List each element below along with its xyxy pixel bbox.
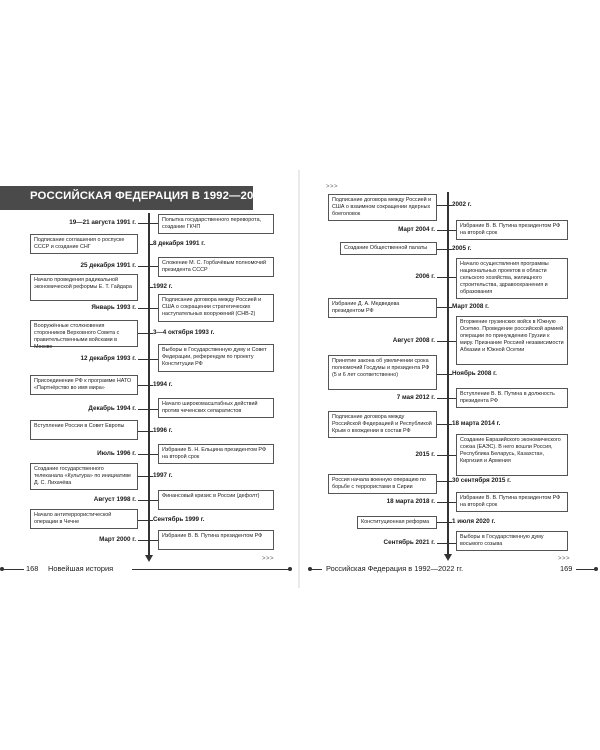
date-label: 19—21 августа 1991 г. [69, 219, 136, 226]
event-box: Принятие закона об увеличении срока полномочий Госдумы и президента РФ (5 и 6 лет соответственно) [328, 355, 437, 390]
date-label: 30 сентября 2015 г. [452, 477, 511, 484]
date-label: Июль 1996 г. [97, 450, 136, 457]
date-label: Август 2008 г. [392, 337, 435, 344]
timeline-tick [138, 500, 148, 501]
timeline-tick [138, 476, 153, 477]
timeline-tick [437, 277, 447, 278]
date-label: Сентябрь 2021 г. [383, 539, 435, 546]
timeline-tick [138, 431, 153, 432]
date-label: Январь 1993 г. [91, 304, 136, 311]
event-box: Выборы в Государственную думу и Совет Федерации, референдум по проекту Конституции РФ [158, 344, 274, 372]
date-label: 2005 г. [452, 245, 472, 252]
timeline-tick [437, 522, 452, 523]
footer-dot [288, 567, 292, 571]
date-label: Март 2004 г. [398, 226, 435, 233]
event-box: Сложение М. С. Горбачёвым полномочий президента СССР [158, 257, 274, 277]
event-box: Создание государственного телеканала «Культура» по инициативе Д. С. Лихачёва [30, 463, 138, 490]
event-box: Попытка государственного переворота, создание ГКЧП [158, 214, 274, 234]
timeline-tick [437, 481, 452, 482]
date-label: 1996 г. [153, 427, 173, 434]
page-number: 168 [26, 564, 39, 573]
date-label: 18 марта 2014 г. [452, 420, 501, 427]
event-box: Избрание В. В. Путина президентом РФ [158, 530, 274, 550]
date-label: 1992 г. [153, 283, 173, 290]
connector [150, 359, 158, 360]
event-box: Вторжение грузинских войск в Южную Осетию. Проведение российской армией операции по принуждению Грузии к миру. Признание Россией независимости Абхазии и Южной Осетии [456, 316, 568, 365]
event-box: Начало осуществления программы национальных проектов в области сельского хозяйства, жилищного строительства, здравоохранения и образования [456, 258, 568, 299]
timeline-tick [138, 333, 153, 334]
timeline-tick [138, 266, 148, 267]
connector [449, 543, 456, 544]
timeline-tick [138, 409, 148, 410]
timeline-tick [138, 540, 148, 541]
connector [150, 409, 158, 410]
event-box: Выборы в Государственную думу восьмого созыва [456, 531, 568, 551]
timeline-arrow-right [444, 554, 452, 561]
date-label: Сентябрь 1999 г. [153, 516, 205, 523]
timeline-arrow-left [145, 555, 153, 562]
event-box: Избрание Д. А. Медведева президентом РФ [328, 298, 437, 318]
connector [150, 266, 158, 267]
connector [449, 277, 456, 278]
date-label: 18 марта 2018 г. [386, 498, 435, 505]
date-label: 2002 г. [452, 201, 472, 208]
event-box: Присоединение РФ к программе НАТО «Партнёрство во имя мира» [30, 375, 138, 395]
timeline-tick [437, 307, 452, 308]
event-box: Избрание Б. Н. Ельцина президентом РФ на второй срок [158, 444, 274, 464]
date-label: 1994 г. [153, 381, 173, 388]
event-box: Создание Евразийского экономического союза (ЕАЭС). В него вошли Россия, Республика Беларусь, Казахстан, Киргизия и Армения [456, 434, 568, 476]
event-box: Начало антитеррористической операции в Чечне [30, 509, 138, 529]
timeline-axis-left [148, 213, 150, 555]
event-box: Подписание договора между Российской Федерацией и Республикой Крым о вхождении в состав РФ [328, 411, 437, 438]
timeline-tick [437, 374, 452, 375]
footer-rule [576, 569, 596, 570]
timeline-tick [437, 341, 447, 342]
connector [150, 308, 158, 309]
timeline-tick [437, 230, 447, 231]
connector [449, 455, 456, 456]
event-box: Вступление России в Совет Европы [30, 420, 138, 440]
timeline-tick [150, 244, 153, 245]
chapter-header [0, 186, 282, 210]
timeline-tick [138, 520, 153, 521]
timeline-tick [437, 502, 447, 503]
running-head: Российская Федерация в 1992—2022 гг. [326, 564, 464, 573]
event-box: Создание Общественной палаты [340, 242, 437, 255]
timeline-tick [138, 223, 148, 224]
connector [150, 500, 158, 501]
event-box: Подписание соглашения о роспуске СССР и создание СНГ [30, 234, 138, 254]
timeline-tick [138, 359, 148, 360]
date-label: 8 декабря 1991 г. [153, 240, 205, 247]
event-box: Начало проведения радикальной экономической реформы Е. Т. Гайдара [30, 274, 138, 301]
connector [150, 223, 158, 224]
page-fold [298, 170, 300, 588]
connector [449, 398, 456, 399]
timeline-tick [138, 385, 153, 386]
connector [150, 454, 158, 455]
continued-marker: >>> [262, 556, 275, 562]
date-label: 2015 г. [415, 451, 435, 458]
date-label: 1 июля 2020 г. [452, 518, 496, 525]
date-label: 1997 г. [153, 472, 173, 479]
footer-rule [2, 569, 24, 570]
timeline-tick [150, 287, 153, 288]
timeline-tick [437, 543, 447, 544]
footer-rule [132, 569, 290, 570]
connector [449, 230, 456, 231]
footer-dot [594, 567, 598, 571]
connector [449, 341, 456, 342]
footer-rule [310, 569, 322, 570]
timeline-tick [437, 249, 452, 250]
connector [449, 502, 456, 503]
connector [150, 540, 158, 541]
date-label: 12 декабря 1993 г. [80, 355, 136, 362]
date-label: 7 мая 2012 г. [396, 394, 435, 401]
timeline-tick [437, 398, 447, 399]
timeline-axis-right [447, 192, 449, 554]
date-label: Август 1998 г. [93, 496, 136, 503]
timeline-tick [437, 455, 447, 456]
event-box: Финансовый кризис в России (дефолт) [158, 490, 274, 510]
date-label: Март 2000 г. [99, 536, 136, 543]
continued-marker: >>> [326, 184, 339, 190]
date-label: Декабрь 1994 г. [88, 405, 136, 412]
timeline-tick [138, 308, 148, 309]
event-box: Избрание В. В. Путина президентом РФ на второй срок [456, 492, 568, 512]
date-label: 3—4 октября 1993 г. [153, 329, 215, 336]
page-number: 169 [560, 564, 573, 573]
continued-marker: >>> [558, 556, 571, 562]
date-label: Март 2008 г. [452, 303, 489, 310]
timeline-tick [437, 424, 452, 425]
timeline-tick [437, 205, 452, 206]
event-box: Подписание договора между Россией и США о сокращении стратегических наступательных вооружений (СНВ-2) [158, 294, 274, 322]
event-box: Вооружённые столкновения сторонников Верховного Совета с правительственными войсками в Москве [30, 320, 138, 347]
date-label: 25 декабря 1991 г. [80, 262, 136, 269]
date-label: 2006 г. [415, 273, 435, 280]
page-title: РОССИЙСКАЯ ФЕДЕРАЦИЯ В 1992—2022 гг. [30, 190, 282, 202]
timeline-tick [138, 454, 148, 455]
event-box: Подписание договора между Россией и США о взаимном сокращении ядерных боеголовок [328, 194, 437, 221]
event-box: Начало широкомасштабных действий против чеченских сепаратистов [158, 398, 274, 418]
event-box: Избрание В. В. Путина президентом РФ на второй срок [456, 220, 568, 240]
running-head: Новейшая история [48, 564, 114, 573]
event-box: Конституционная реформа [357, 516, 437, 529]
date-label: Ноябрь 2008 г. [452, 370, 497, 377]
event-box: Россия начала военную операцию по борьбе с террористами в Сирии [328, 474, 437, 494]
event-box: Вступление В. В. Путина в должность президента РФ [456, 388, 568, 408]
